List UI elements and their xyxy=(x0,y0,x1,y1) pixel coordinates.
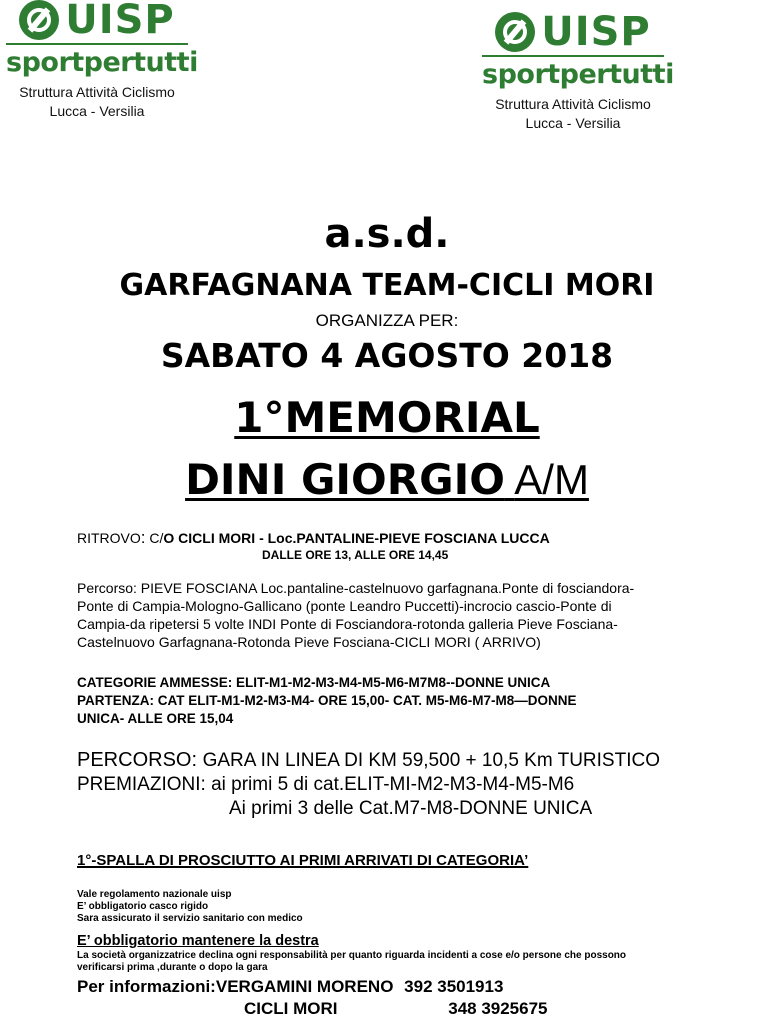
team-name: GARFAGNANA TEAM-CICLI MORI xyxy=(119,268,655,303)
uisp-logo-left xyxy=(6,0,198,121)
logo-subtitle: Struttura Attività Ciclismo Lucca - Versilia xyxy=(19,84,175,119)
contact-phone: 392 3501913 xyxy=(404,977,504,996)
logo-subtitle: Struttura Attività Ciclismo Lucca - Versilia xyxy=(495,96,651,131)
cyclist-emblem-icon xyxy=(19,0,59,40)
rules: Vale regolamento nazionale uisp E’ obbligatorio casco rigido Sara assicurato il servizio sanitario con medico xyxy=(77,889,303,924)
logo-brand: UISP xyxy=(65,0,175,43)
contacts: Per informazioni:VERGAMINI MORENO 392 3501913 CICLI MORI 348 3925675 xyxy=(77,977,548,1018)
contact-phone: 348 3925675 xyxy=(448,999,548,1018)
memorial-title: 1°MEMORIAL xyxy=(234,393,540,442)
categories: CATEGORIE AMMESSE: ELIT-M1-M2-M3-M4-M5-M6-M7M8--DONNE UNICA PARTENZA: CAT ELIT-M1-M2-M3-M4- ORE 15,00- CAT. M5-M6-M7-M8—DONNE UNICA- ALLE ORE 15,04 xyxy=(77,675,577,726)
ritrovo-place: O CICLI MORI - Loc.PANTALINE-PIEVE FOSCIANA LUCCA xyxy=(163,530,550,546)
uisp-logo-right xyxy=(482,9,674,133)
ritrovo-hours: DALLE ORE 13, ALLE ORE 14,45 xyxy=(262,548,449,562)
disclaimer: La società organizzatrice declina ogni responsabilità per quanto riguarda incidenti a cose e/o persone che possono verificarsi prima ,durante o dopo la gara xyxy=(77,950,627,973)
memorial-name: DINI GIORGIO xyxy=(185,455,505,504)
ritrovo-line: RITROVO: C/O CICLI MORI - Loc.PANTALINE-PIEVE FOSCIANA LUCCA xyxy=(77,528,550,547)
logo-divider xyxy=(6,43,188,45)
keep-right-notice: E’ obbligatorio mantenere la destra xyxy=(77,933,319,949)
route-description: Percorso: PIEVE FOSCIANA Loc.pantaline-castelnuovo garfagnana.Ponte di fosciandora- Ponte di Campia-Mologno-Gallicano (ponte Leandro Puccetti)-incrocio cascio-Ponte di Campia-da ripetersi 5 volte INDI Ponte di Fosciandora-rotonda galleria Pieve Fosciana- Castelnuovo Garfagnana-Rotonda Pieve Fosciana-CICLI MORI ( ARRIVO) xyxy=(77,580,635,650)
memorial-category: A/M xyxy=(514,456,589,503)
logo-brand: UISP xyxy=(541,9,651,55)
event-date: SABATO 4 AGOSTO 2018 xyxy=(160,336,614,375)
prize: 1°-SPALLA DI PROSCIUTTO AI PRIMI ARRIVATI DI CATEGORIA’ xyxy=(77,852,529,869)
asd-heading: a.s.d. xyxy=(324,211,450,257)
logo-tagline: sportpertutti xyxy=(482,59,674,90)
logo-divider xyxy=(482,55,664,57)
cyclist-emblem-icon xyxy=(495,12,535,52)
memorial-name-line xyxy=(0,452,774,508)
race-info: PERCORSO: GARA IN LINEA DI KM 59,500 + 10,5 Km TURISTICO PREMIAZIONI: ai primi 5 di cat.ELIT-MI-M2-M3-M4-M5-M6 Ai primi 3 delle Cat.M7-M8-DONNE UNICA xyxy=(77,749,660,819)
organizza-label: ORGANIZZA PER: xyxy=(315,311,459,330)
logo-tagline: sportpertutti xyxy=(6,47,198,78)
